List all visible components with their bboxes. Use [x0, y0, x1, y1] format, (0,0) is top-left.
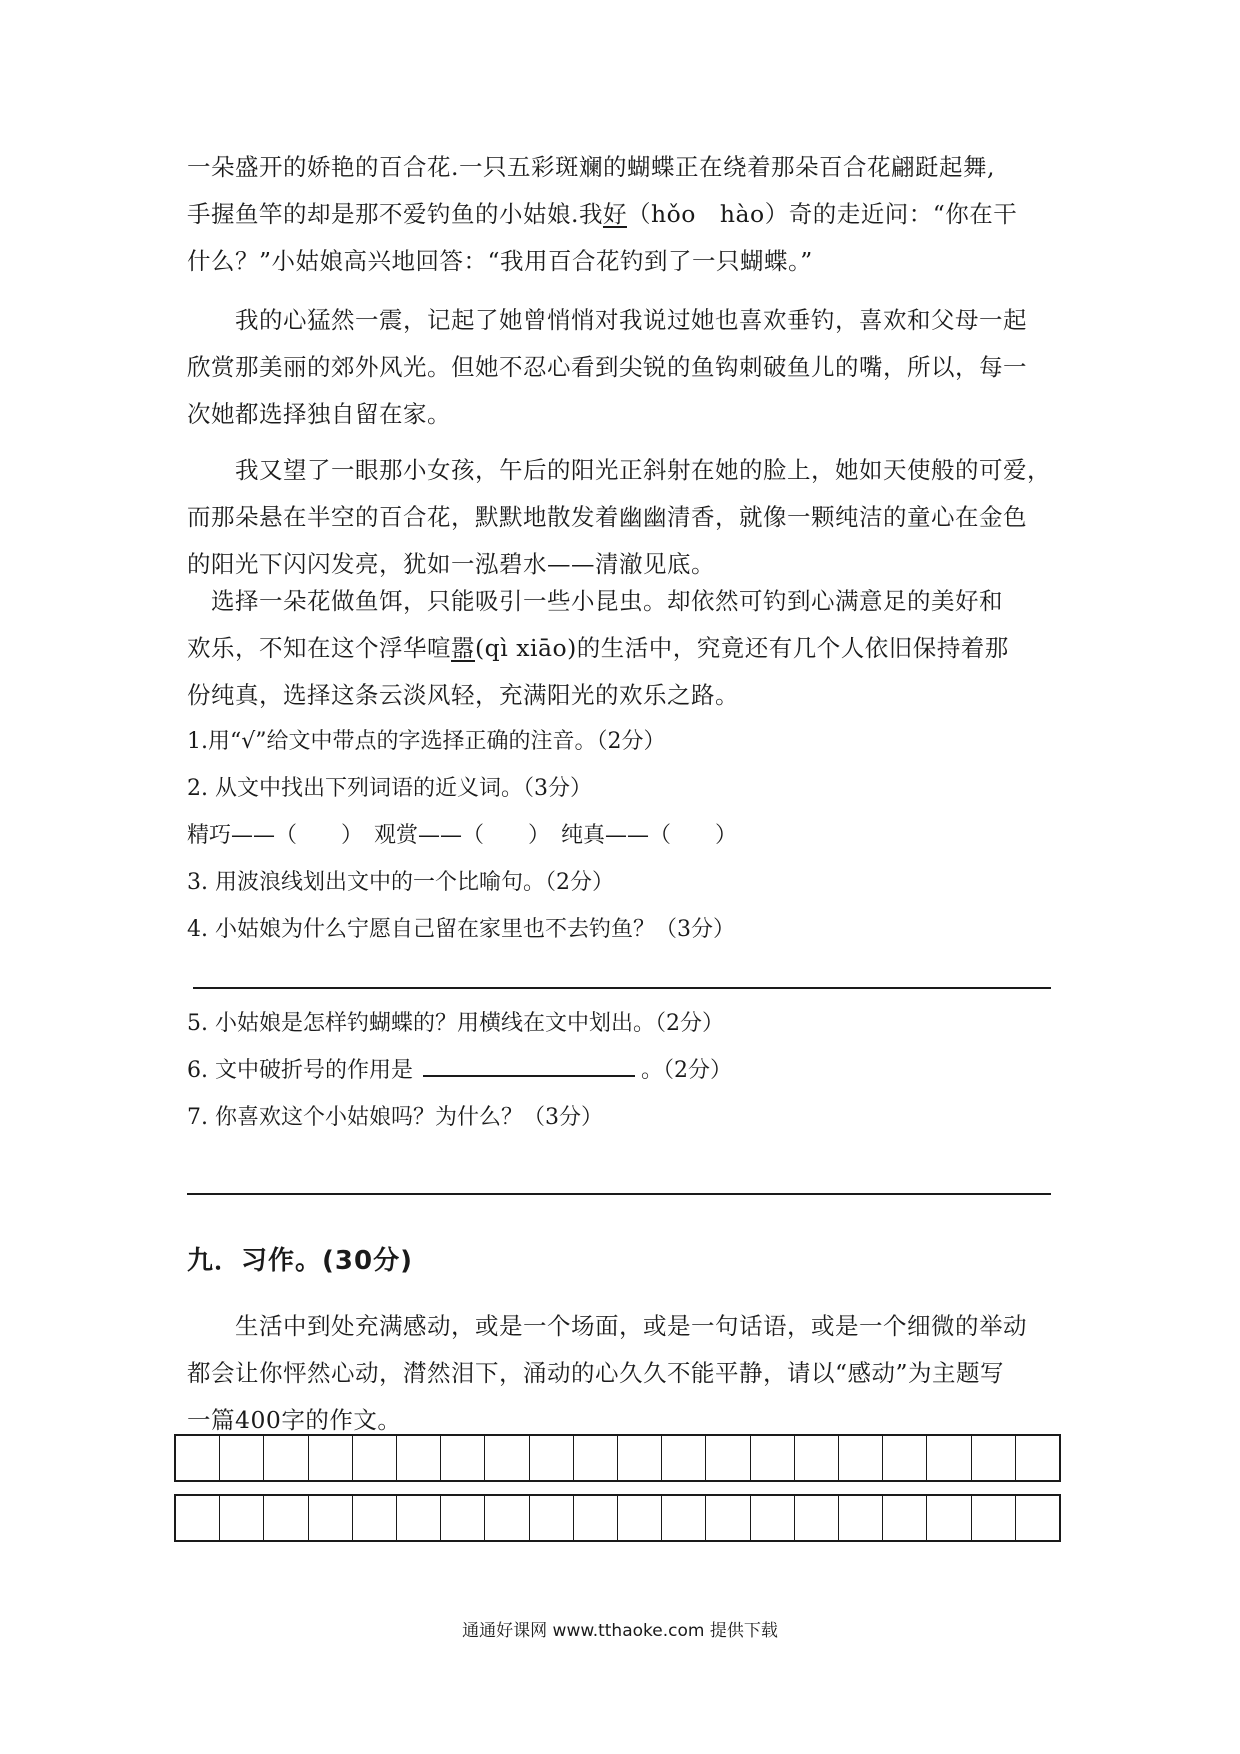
grid-cell[interactable]	[618, 1496, 662, 1540]
grid-cell[interactable]	[353, 1436, 397, 1480]
grid-cell[interactable]	[883, 1496, 927, 1540]
grid-cell[interactable]	[618, 1436, 662, 1480]
question-6: 6. 文中破折号的作用是 。（2分）	[187, 1047, 1057, 1094]
prompt-line: 一篇400字的作文。	[187, 1406, 402, 1434]
composition-grid-row[interactable]	[174, 1434, 1061, 1482]
grid-cell[interactable]	[574, 1436, 618, 1480]
grid-cell[interactable]	[662, 1496, 706, 1540]
question-5: 5. 小姑娘是怎样钓蝴蝶的？用横线在文中划出。（2分）	[187, 1011, 724, 1036]
grid-cell[interactable]	[220, 1436, 264, 1480]
grid-cell[interactable]	[1016, 1436, 1059, 1480]
underlined-char: 嚣	[451, 634, 475, 662]
grid-cell[interactable]	[1016, 1496, 1059, 1540]
grid-cell[interactable]	[264, 1496, 308, 1540]
question-2-words: 精巧——（ ） 观赏——（ ） 纯真——（ ）	[187, 823, 738, 848]
underlined-char: 好	[602, 200, 627, 228]
passage-line: 选择一朵花做鱼饵，只能吸引一些小昆虫。却依然可钓到心满意足的美好和	[187, 587, 1003, 615]
grid-cell[interactable]	[441, 1496, 485, 1540]
passage-paragraph-2	[187, 297, 1057, 438]
passage-line: 什么？”小姑娘高兴地回答：“我用百合花钓到了一只蝴蝶。”	[187, 247, 813, 275]
grid-cell[interactable]	[176, 1496, 220, 1540]
writing-prompt	[187, 1303, 1057, 1444]
answer-line-q4[interactable]	[193, 987, 1051, 989]
composition-grid-row[interactable]	[174, 1494, 1061, 1542]
passage-line: 欢乐，不知在这个浮华喧嚣(qì xiāo)的生活中，究竟还有几个人依旧保持着那	[187, 634, 1009, 662]
passage-paragraph-4	[187, 578, 1057, 719]
question-1: 1.用“√”给文中带点的字选择正确的注音。（2分）	[187, 729, 666, 754]
grid-cell[interactable]	[397, 1496, 441, 1540]
grid-cell[interactable]	[839, 1496, 883, 1540]
prompt-line: 都会让你怦然心动，潸然泪下，涌动的心久久不能平静，请以“感动”为主题写	[187, 1359, 1005, 1387]
grid-cell[interactable]	[662, 1436, 706, 1480]
grid-cell[interactable]	[530, 1436, 574, 1480]
grid-cell[interactable]	[485, 1496, 529, 1540]
grid-cell[interactable]	[795, 1436, 839, 1480]
question-4: 4. 小姑娘为什么宁愿自己留在家里也不去钓鱼？（3分）	[187, 917, 735, 942]
grid-cell[interactable]	[795, 1496, 839, 1540]
grid-cell[interactable]	[883, 1436, 927, 1480]
grid-cell[interactable]	[176, 1436, 220, 1480]
grid-cell[interactable]	[751, 1496, 795, 1540]
passage-line: 一朵盛开的娇艳的百合花.一只五彩斑斓的蝴蝶正在绕着那朵百合花翩跹起舞,	[187, 153, 995, 181]
grid-cell[interactable]	[353, 1496, 397, 1540]
answer-line-q7[interactable]	[187, 1193, 1051, 1195]
question-7: 7. 你喜欢这个小姑娘吗？为什么？（3分）	[187, 1105, 603, 1130]
grid-cell[interactable]	[220, 1496, 264, 1540]
section-title-writing: 九．习作。(30分)	[187, 1246, 413, 1276]
grid-cell[interactable]	[706, 1496, 750, 1540]
grid-cell[interactable]	[972, 1436, 1016, 1480]
passage-line: 欣赏那美丽的郊外风光。但她不忍心看到尖锐的鱼钩刺破鱼儿的嘴，所以，每一	[187, 353, 1027, 381]
passage-line: 我又望了一眼那小女孩，午后的阳光正斜射在她的脸上，她如天使般的可爱，	[187, 456, 1051, 484]
passage-line: 而那朵悬在半空的百合花，默默地散发着幽幽清香，就像一颗纯洁的童心在金色	[187, 503, 1027, 531]
grid-cell[interactable]	[972, 1496, 1016, 1540]
grid-cell[interactable]	[530, 1496, 574, 1540]
passage-line: 份纯真，选择这条云淡风轻，充满阳光的欢乐之路。	[187, 681, 739, 709]
grid-cell[interactable]	[264, 1436, 308, 1480]
footer-source: 通通好课网 www.tthaoke.com 提供下载	[462, 1621, 778, 1641]
grid-cell[interactable]	[839, 1436, 883, 1480]
question-3: 3. 用波浪线划出文中的一个比喻句。（2分）	[187, 870, 614, 895]
answer-blank-q6[interactable]	[423, 1047, 635, 1077]
grid-cell[interactable]	[751, 1436, 795, 1480]
grid-cell[interactable]	[927, 1496, 971, 1540]
grid-cell[interactable]	[485, 1436, 529, 1480]
grid-cell[interactable]	[574, 1496, 618, 1540]
passage-line: 的阳光下闪闪发亮，犹如一泓碧水——清澈见底。	[187, 550, 715, 578]
question-2: 2. 从文中找出下列词语的近义词。（3分）	[187, 776, 592, 801]
grid-cell[interactable]	[397, 1436, 441, 1480]
passage-line: 次她都选择独自留在家。	[187, 400, 451, 428]
passage-paragraph-3	[187, 447, 1057, 588]
grid-cell[interactable]	[309, 1496, 353, 1540]
grid-cell[interactable]	[309, 1436, 353, 1480]
passage-line: 我的心猛然一震，记起了她曾悄悄对我说过她也喜欢垂钓，喜欢和父母一起	[187, 306, 1027, 334]
prompt-line: 生活中到处充满感动，或是一个场面，或是一句话语，或是一个细微的举动	[187, 1312, 1027, 1340]
grid-cell[interactable]	[927, 1436, 971, 1480]
passage-line: 手握鱼竿的却是那不爱钓鱼的小姑娘.我好（hǒo hào）奇的走近问：“你在干	[187, 200, 1018, 228]
grid-cell[interactable]	[441, 1436, 485, 1480]
passage-paragraph-1	[187, 144, 1057, 285]
grid-cell[interactable]	[706, 1436, 750, 1480]
